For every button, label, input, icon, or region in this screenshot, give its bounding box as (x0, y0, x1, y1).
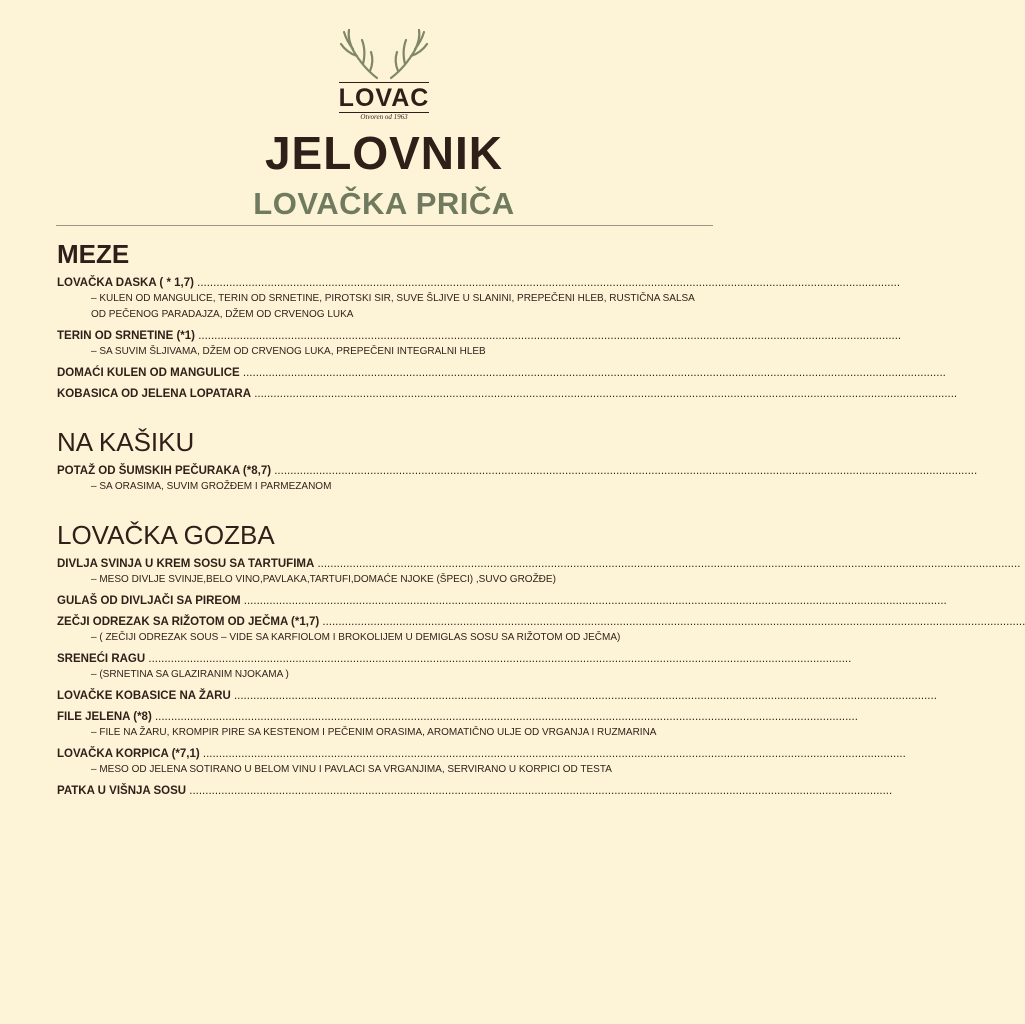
section-title: LOVAČKA GOZBA (57, 520, 275, 550)
dot-leader: ............................................................................................................................................................................................................................ (314, 558, 1021, 570)
menu-item (57, 275, 901, 291)
dot-leader: ............................................................................................................................................................................................................................ (271, 465, 978, 477)
menu-item-description: – KULEN OD MANGULICE, TERIN OD SRNETINE, PIROTSKI SIR, SUVE ŠLJIVE U SLANINI, PREPEČENI HLEB, RUSTIČNA SALSA OD PEČENOG PARADAJZA, DŽEM OD CRVENOG LUKA (91, 293, 695, 320)
menu-item-description: – SA ORASIMA, SUVIM GROŽĐEM I PARMEZANOM (91, 481, 332, 492)
dot-leader: ............................................................................................................................................................................................................................ (145, 653, 852, 665)
logo-tagline: Otvoren od 1963 (360, 113, 408, 121)
menu-item-description: – ( ZEČIJI ODREZAK SOUS – VIDE SA KARFIOLOM I BROKOLIJEM U DEMIGLAS SOSU SA RIŽOTOM OD JEČMA) (91, 632, 621, 643)
menu-item (57, 463, 978, 479)
menu-item-name: SRENEĆI RAGU (57, 653, 146, 665)
menu-item (57, 614, 1025, 630)
menu-item-description: – (SRNETINA SA GLAZIRANIM NJOKAMA ) (91, 669, 289, 680)
menu-item-name: GULAŠ OD DIVLJAČI SA PIREOM (57, 595, 241, 607)
page-subtitle: LOVAČKA PRIČA (253, 186, 515, 221)
menu-section (57, 426, 978, 495)
antlers-icon (339, 28, 429, 80)
menu-item-description: – FILE NA ŽARU, KROMPIR PIRE SA KESTENOM I PEČENIM ORASIMA, AROMATIČNO ULJE OD VRGANJA I RUZMARINA (91, 727, 657, 738)
logo-rule-top (339, 82, 429, 83)
header-divider (56, 225, 713, 226)
menu-item-description: – MESO OD JELENA SOTIRANO U BELOM VINU I PAVLACI SA VRGANJIMA, SERVIRANO U KORPICI OD TESTA (91, 764, 612, 775)
section-title: MEZE (57, 239, 130, 269)
menu-item (57, 783, 893, 799)
menu-item-description: – MESO DIVLJE SVINJE,BELO VINO,PAVLAKA,TARTUFI,DOMAĆE NJOKE (ŠPECI) ,SUVO GROŽĐE) (91, 574, 556, 585)
dot-leader: ............................................................................................................................................................................................................................ (199, 748, 906, 760)
dot-leader: ............................................................................................................................................................................................................................ (186, 785, 893, 797)
dot-leader: ............................................................................................................................................................................................................................ (240, 595, 947, 607)
dot-leader: ............................................................................................................................................................................................................................ (251, 388, 958, 400)
menu-item-name: TERIN OD SRNETINE (*1) (57, 330, 196, 342)
menu-item (57, 709, 858, 725)
menu-item-name: DIVLJA SVINJA U KREM SOSU SA TARTUFIMA (57, 558, 315, 570)
menu-item-name: LOVAČKA DASKA ( * 1,7) (57, 277, 194, 289)
menu-item-name: PATKA U VIŠNJA SOSU (57, 785, 187, 797)
menu-item (57, 328, 902, 344)
dot-leader: ............................................................................................................................................................................................................................ (151, 711, 858, 723)
menu-item (57, 365, 946, 381)
menu-item-name: LOVAČKE KOBASICE NA ŽARU (57, 690, 231, 702)
page-title: JELOVNIK (264, 127, 504, 179)
menu-item (57, 651, 852, 667)
menu-item-name: DOMAĆI KULEN OD MANGULICE (57, 367, 240, 379)
menu-item (57, 386, 958, 402)
section-gap (57, 402, 717, 426)
menu-section (57, 519, 1025, 799)
menu-item-name: POTAŽ OD ŠUMSKIH PEČURAKA (*8,7) (57, 465, 272, 477)
menu-section (57, 238, 958, 402)
menu-item-name: KOBASICA OD JELENA LOPATARA (57, 388, 252, 400)
menu-item (57, 688, 937, 704)
menu-item-name: FILE JELENA (*8) (57, 711, 152, 723)
dot-leader: ............................................................................................................................................................................................................................ (319, 616, 1025, 628)
dot-leader: ............................................................................................................................................................................................................................ (193, 277, 901, 289)
section-title: NA KAŠIKU (57, 427, 195, 457)
logo (334, 28, 434, 122)
section-gap (57, 495, 717, 519)
menu-item (57, 593, 947, 609)
menu-item (57, 746, 906, 762)
dot-leader: ............................................................................................................................................................................................................................ (239, 367, 946, 379)
dot-leader: ............................................................................................................................................................................................................................ (195, 330, 902, 342)
menu-item-name: ZEČJI ODREZAK SA RIŽOTOM OD JEČMA (*1,7) (57, 616, 320, 628)
menu-item (57, 556, 1021, 572)
menu-item-description: – SA SUVIM ŠLJIVAMA, DŽEM OD CRVENOG LUKA, PREPEČENI INTEGRALNI HLEB (91, 346, 486, 357)
dot-leader: ............................................................................................................................................................................................................................ (230, 690, 937, 702)
menu-item-name: LOVAČKA KORPICA (*7,1) (57, 748, 200, 760)
logo-name: LOVAC (338, 84, 430, 112)
menu (57, 238, 1025, 799)
